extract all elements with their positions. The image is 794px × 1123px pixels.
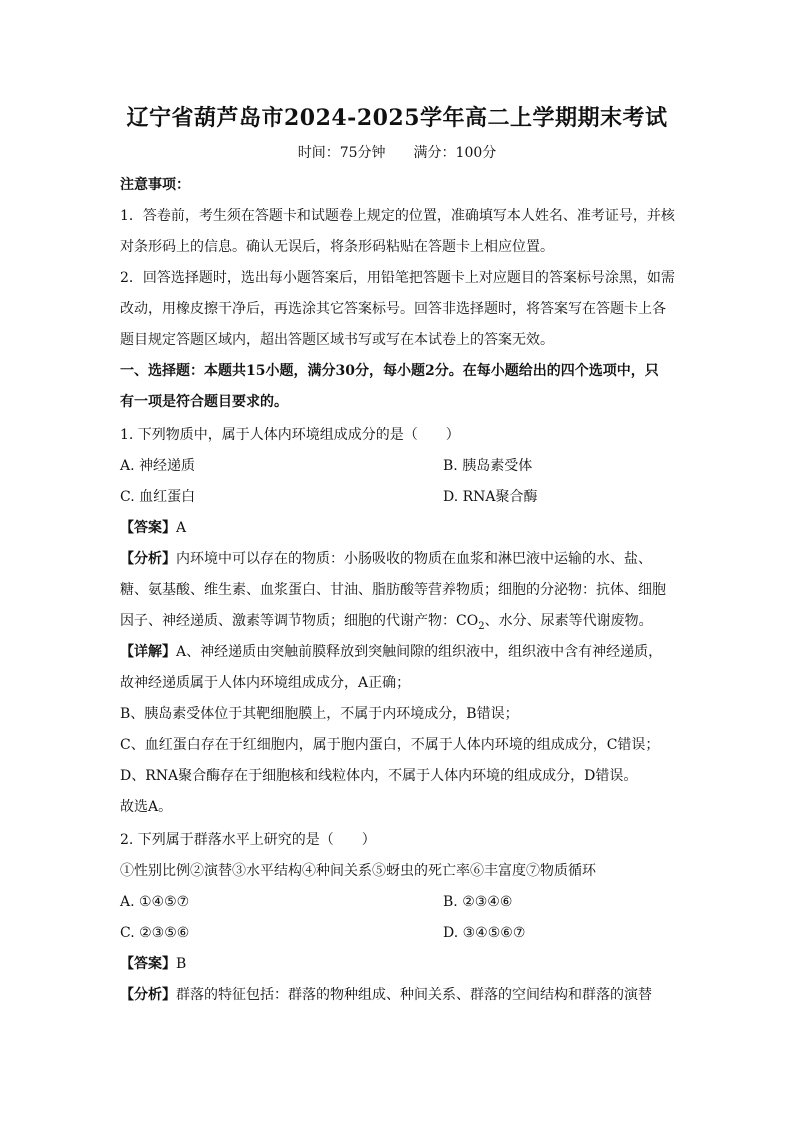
q1-analysis-line-3 — [120, 611, 680, 637]
q1-detail-line-2: 故神经递质属于人体内环境组成成分，A正确； — [120, 675, 411, 691]
section-heading-line-2: 有一项是符合题目要求的。 — [120, 394, 288, 410]
notice-item-2-line-3: 题目规定答题区域内，超出答题区域书写或写在本试卷上的答案无效。 — [120, 332, 554, 348]
q1-analysis-line-1 — [120, 549, 680, 569]
notice-item-2-line-1: 2．回答选择题时，选出每小题答案后，用铅笔把答题卡上对应题目的答案标号涂黑，如需 — [120, 270, 675, 286]
answer-value: B — [176, 956, 187, 972]
q2-option-b: B. ②③④⑥ — [443, 894, 513, 910]
detail-text: A、神经递质由突触前膜释放到突触间隙的组织液中，组织液中含有神经递质， — [176, 644, 663, 660]
q2-option-d: D. ③④⑤⑥⑦ — [443, 925, 526, 941]
analysis-text: 群落的特征包括：群落的物种组成、种间关系、群落的空间结构和群落的演替 — [176, 987, 652, 1003]
q1-option-a: A. 神经递质 — [120, 458, 196, 474]
time-limit: 时间：75分钟 — [297, 145, 386, 161]
q1-conclusion: 故选A。 — [120, 799, 173, 815]
q1-stem: 1. 下列物质中，属于人体内环境组成成分的是（ ） — [120, 427, 460, 443]
q2-items: ①性别比例②演替③水平结构④种间关系⑤蚜虫的死亡率⑥丰富度⑦物质循环 — [120, 863, 596, 879]
q1-analysis-line-2: 糖、氨基酸、维生素、血浆蛋白、甘油、脂肪酸等营养物质；细胞的分泌物：抗体、细胞 — [120, 582, 666, 598]
q2-option-c: C. ②③⑤⑥ — [120, 925, 190, 941]
answer-tag: 【答案】 — [120, 520, 176, 536]
analysis-text-b: 、水分、尿素等代谢废物。 — [484, 613, 653, 629]
q2-stem: 2. 下列属于群落水平上研究的是（ ） — [120, 832, 376, 848]
answer-tag: 【答案】 — [120, 956, 176, 972]
analysis-tag: 【分析】 — [120, 987, 176, 1003]
q1-option-d: D. RNA聚合酶 — [443, 489, 538, 505]
q1-detail-line-3: B、胰岛素受体位于其靶细胞膜上，不属于内环境成分，B错误； — [120, 706, 519, 722]
q1-option-c: C. 血红蛋白 — [120, 489, 196, 505]
notice-item-1-line-1: 1．答卷前，考生须在答题卡和试题卷上规定的位置，准确填写本人姓名、准考证号，并核 — [120, 208, 675, 224]
notice-item-1-line-2: 对条形码上的信息。确认无误后，将条形码粘贴在答题卡上相应位置。 — [120, 239, 554, 255]
notice-item-2-line-2: 改动，用橡皮擦干净后，再选涂其它答案标号。回答非选择题时，将答案写在答题卡上各 — [120, 301, 666, 317]
page-title: 辽宁省葫芦岛市2024-2025学年高二上学期期末考试 — [126, 105, 668, 131]
q1-option-b: B. 胰岛素受体 — [443, 458, 533, 474]
answer-value: A — [176, 520, 187, 536]
notice-heading: 注意事项： — [120, 177, 190, 193]
exam-info — [0, 143, 794, 163]
q1-detail-line-4: C、血红蛋白存在于红细胞内，属于胞内蛋白，不属于人体内环境的组成成分，C错误； — [120, 737, 660, 753]
section-heading-line-1: 一、选择题：本题共15小题，满分30分，每小题2分。在每小题给出的四个选项中，只 — [120, 363, 659, 379]
analysis-text-a: 因子、神经递质、激素等调节物质；细胞的代谢产物：CO — [120, 613, 479, 629]
q2-answer — [120, 954, 680, 974]
q1-detail-line-1 — [120, 642, 680, 662]
detail-tag: 【详解】 — [120, 644, 176, 660]
q1-answer — [120, 518, 680, 538]
analysis-text: 内环境中可以存在的物质：小肠吸收的物质在血浆和淋巴液中运输的水、盐、 — [176, 551, 652, 567]
q1-detail-line-5: D、RNA聚合酶存在于细胞核和线粒体内，不属于人体内环境的组成成分，D错误。 — [120, 768, 638, 784]
subscript: 2 — [478, 620, 485, 632]
full-score: 满分：100分 — [413, 145, 497, 161]
q2-option-a: A. ①④⑤⑦ — [120, 894, 190, 910]
analysis-tag: 【分析】 — [120, 551, 176, 567]
q2-analysis-line-1 — [120, 985, 680, 1005]
